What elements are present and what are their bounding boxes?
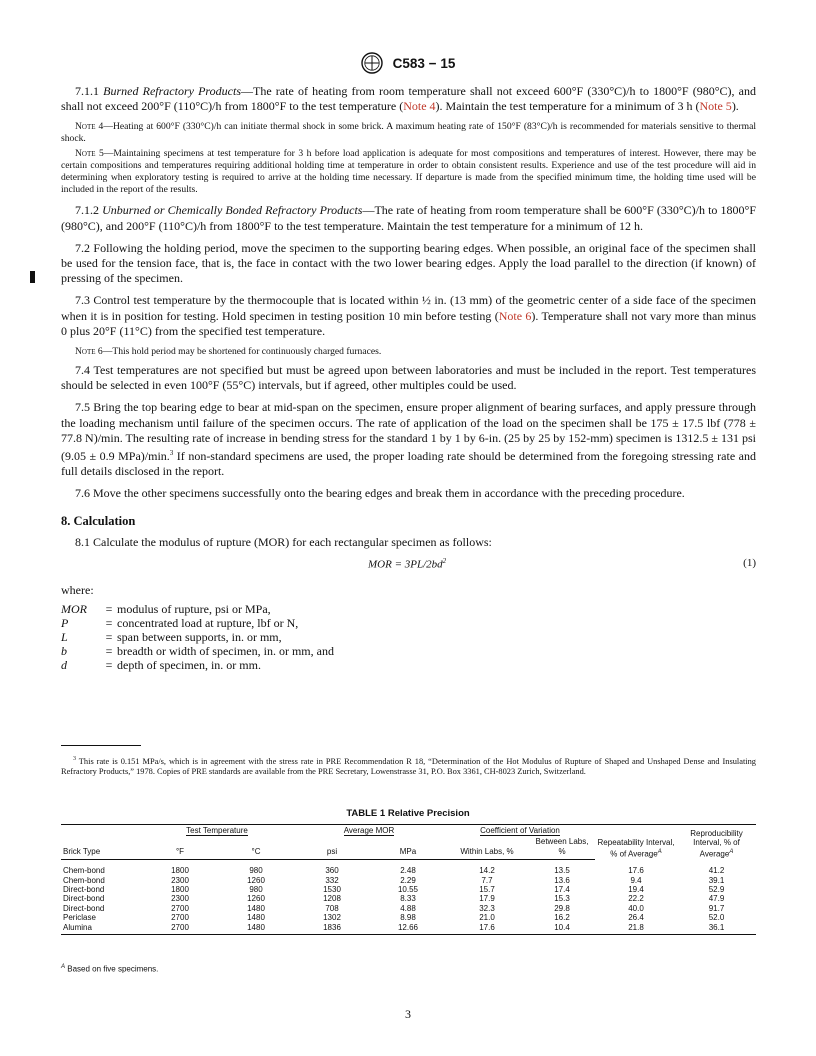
table-group-header: Coefficient of Variation — [480, 826, 560, 835]
table-cell: 980 — [249, 885, 263, 895]
variable-row: MOR = modulus of rupture, psi or MPa, — [61, 601, 271, 616]
equation: MOR = $3PL/2bd^2$ (1) — [368, 556, 756, 571]
table-cell: 32.3 — [479, 903, 495, 913]
table-column-header: MPa — [371, 836, 445, 859]
note-link[interactable]: Note 4 — [403, 99, 436, 114]
table-cell: 91.7 — [708, 903, 725, 913]
table-cell: Direct-bond — [63, 894, 105, 904]
table-cell: 2300 — [171, 894, 189, 904]
table-column-header: Between Labs, % — [529, 836, 595, 859]
table-group-header: Average MOR — [343, 826, 395, 835]
table-column-header: Reproducibility Interval, % of Average$^A$ — [677, 825, 756, 860]
table-title: TABLE 1 Relative Precision — [346, 808, 470, 819]
table-cell: 1800 — [171, 885, 189, 895]
table-cell: Alumina — [61, 923, 141, 935]
table-column-header: Repeatability Interval, % of Average$^A$ — [595, 825, 677, 860]
table-row — [61, 885, 756, 894]
para-7-1-1: 7.1.1 Burned Refractory Products—The rate of heating from room temperature shall not exceed 600°F (330°C)/h to 1800°F (980°C), and shall not exceed 200°F (110°C)/h from 1800°F to the test temperature (Note 4). Maintain the test temperature for a minimum of 3 h (Note 5). — [61, 84, 757, 114]
table-cell: 17.6 — [445, 923, 529, 935]
table-cell: 1208 — [323, 894, 341, 904]
variable-list — [61, 602, 334, 672]
table-cell: 17.6 — [628, 865, 644, 875]
table-row — [61, 894, 756, 903]
table-cell: 21.0 — [479, 913, 495, 923]
table-cell: 2.48 — [400, 866, 416, 876]
revision-bar — [30, 271, 35, 283]
note-5: Note 5—Maintaining specimens at test temperature for 3 h before load application is adequate for most compositions and temperatures of interest. However, there may be certain compositions and temperatures requiring additional holding time at temperature in order to obtain consistent results. Experience and use of the test procedure will aid in determining when exploratory testing is required to arrive at the holding time necessary. If departure is made from the specified minimum time, the holding time used will be included in the report of the results. — [61, 148, 756, 196]
table-cell: 10.55 — [397, 885, 419, 895]
table-row — [61, 904, 756, 913]
para-7-2: 7.2 Following the holding period, move the specimen to the supporting bearing edges. When possible, an original face of the specimen shall be used for the tension face, that is, the face in contact with the two lower bearing edges. Apply the load parallel to the direction (if known) of pressing of the specimen. — [61, 240, 756, 286]
table-cell: Periclase — [63, 913, 96, 923]
table-group-header: Test Temperature — [186, 826, 248, 835]
table-cell: 1302 — [323, 913, 341, 923]
variable-row: L = span between supports, in. or mm, — [61, 629, 282, 644]
note-4: Note 4—Heating at 600°F (330°C)/h can initiate thermal shock in some brick. A maximum heating rate of 150°F (83°C)/h is recommended for materials sensitive to thermal shock. — [61, 121, 756, 145]
table-cell: 1530 — [323, 885, 341, 895]
table-row — [61, 860, 756, 876]
table-column-header: Brick Type — [61, 836, 141, 859]
table-cell: 1480 — [247, 913, 265, 923]
main-content — [61, 84, 756, 672]
table-cell: 19.4 — [628, 885, 644, 895]
footnote: $^3$ This rate is 0.151 MPa/s, which is in agreement with the stress rate in PRE Recommendation R 18, “Determination of the Hot Modulus of Rupture of Shaped and Unshaped Dense and Insulating Refractory Products,” 1978. Copies of PRE standards are available from the PRE Secretary, Lowenstrasse 31, P.O. Box 3361, CH-8023 Zurich, Switzerland. — [61, 756, 756, 777]
table-cell: 1836 — [293, 923, 371, 935]
variable-row: b = breadth or width of specimen, in. or mm, and — [61, 643, 334, 658]
table-cell: 16.2 — [554, 913, 570, 923]
table-cell: 41.2 — [708, 865, 725, 875]
variable-row: P = concentrated load at rupture, lbf or N, — [61, 615, 299, 630]
table-cell: 9.4 — [630, 875, 642, 885]
precision-table — [61, 824, 756, 935]
page-number: 3 — [405, 1007, 411, 1021]
table-footnote: $^A$ Based on five specimens. — [61, 964, 159, 974]
table-cell: 52.9 — [708, 885, 725, 895]
table-cell: 22.2 — [628, 894, 644, 904]
para-7-3: 7.3 Control test temperature by the thermocouple that is located within ½ in. (13 mm) of the geometric center of a side face of the specimen when it is in position for testing. Hold specimen in testing position 10 min before testing (Note 6). Temperature shall not vary more than minus 0 plus 20°F (11°C) from the specified test temperature. — [61, 293, 756, 338]
table-cell: 2.29 — [400, 875, 416, 885]
section-heading: 8. Calculation — [61, 513, 136, 528]
para-7-1-2: 7.1.2 Unburned or Chemically Bonded Refractory Products—The rate of heating from room temperature shall be 600°F (330°C)/h to 1800°F (980°C), and 200°F (110°C)/h from 1800°F to the test temperature. Maintain the test temperature for a minimum of 12 h. — [61, 203, 757, 233]
table-cell: 29.8 — [554, 903, 570, 913]
table-cell: 14.2 — [479, 866, 495, 876]
table-cell: 36.1 — [677, 923, 756, 935]
table-cell: 13.5 — [554, 866, 570, 876]
footnote-rule — [61, 745, 141, 746]
para-7-5: 7.5 Bring the top bearing edge to bear at mid-span on the specimen, ensure proper alignment of bearing surfaces, and apply pressure through the loading mechanism until failure of the specimen occurs. The rate of application of the load on the specimen shall be 175 ± 17.5 lbf (778 ± 77.8 N)/min. The resulting rate of increase in bending stress for the standard 1 by 1 by 6-in. (25 by 25 by 152-mm) specimen is 1312.5 ± 131 psi (9.05 ± 0.9 MPa)/min.$^3$ If non-standard specimens are used, the proper loading rate should be determined from the foregoing stressing rate and full details disclosed in the report. — [61, 400, 757, 479]
designation: C583 − 15 — [392, 55, 456, 71]
note-6: Note 6—This hold period may be shortened for continuously charged furnaces. — [75, 346, 382, 358]
table-column-header: °F — [141, 836, 219, 859]
table-cell: 8.33 — [400, 894, 416, 904]
table-cell: Chem-bond — [63, 866, 105, 876]
table-cell: 15.7 — [479, 885, 495, 895]
table-cell: 39.1 — [708, 875, 725, 885]
table-cell: 1480 — [247, 903, 265, 913]
table-cell: 15.3 — [554, 894, 570, 904]
table-cell: 26.4 — [628, 913, 644, 923]
where-label: where: — [61, 582, 94, 597]
table-cell: 21.8 — [595, 923, 677, 935]
table-cell: 1800 — [171, 866, 189, 876]
table-cell: 2700 — [141, 923, 219, 935]
note-link[interactable]: Note 6 — [498, 308, 532, 323]
table-cell: 40.0 — [628, 903, 644, 913]
variable-row: d = depth of specimen, in. or mm. — [61, 657, 261, 672]
table-row — [61, 876, 756, 885]
table-cell: Direct-bond — [63, 903, 105, 913]
para-7-6: 7.6 Move the other specimens successfully onto the bearing edges and break them in accordance with the preceding procedure. — [75, 486, 685, 501]
table-cell: 13.6 — [554, 875, 570, 885]
table-cell: 1260 — [247, 894, 265, 904]
astm-logo-icon — [361, 52, 383, 74]
table-cell: 47.9 — [708, 894, 725, 904]
table-row — [61, 923, 756, 935]
table-cell: 1480 — [219, 923, 293, 935]
note-link[interactable]: Note 5 — [699, 99, 732, 114]
table-column-header: Within Labs, % — [445, 836, 529, 859]
table-cell: 2300 — [171, 875, 189, 885]
table-cell: Direct-bond — [63, 885, 105, 895]
table-cell: 4.88 — [400, 903, 416, 913]
table-cell: 17.4 — [554, 885, 570, 895]
table-cell: 7.7 — [481, 875, 493, 885]
table-cell: 17.9 — [479, 894, 495, 904]
para-8-1: 8.1 Calculate the modulus of rupture (MOR) for each rectangular specimen as follows: — [75, 534, 492, 549]
table-cell: 12.66 — [371, 923, 445, 935]
table-cell: 52.0 — [708, 913, 725, 923]
table-column-header: psi — [293, 836, 371, 859]
para-7-4: 7.4 Test temperatures are not specified but must be agreed upon between laboratories and must be included in the report. Test temperatures should be selected in even 100°F (55°C) intervals, but if agreed, other multiples could be used. — [61, 363, 756, 393]
table-row — [61, 913, 756, 922]
table-cell: 332 — [325, 875, 339, 885]
table-column-header: °C — [219, 836, 293, 859]
table-cell: 360 — [325, 866, 339, 876]
table-cell: 10.4 — [529, 923, 595, 935]
page-header — [0, 52, 816, 74]
table-cell: 2700 — [171, 913, 189, 923]
equation-number: (1) — [743, 556, 756, 569]
table-cell: 980 — [249, 866, 263, 876]
table-cell: 708 — [325, 903, 339, 913]
table-cell: 1260 — [247, 875, 265, 885]
table-cell: 8.98 — [400, 913, 416, 923]
table-cell: Chem-bond — [63, 875, 105, 885]
table-cell: 2700 — [171, 903, 189, 913]
